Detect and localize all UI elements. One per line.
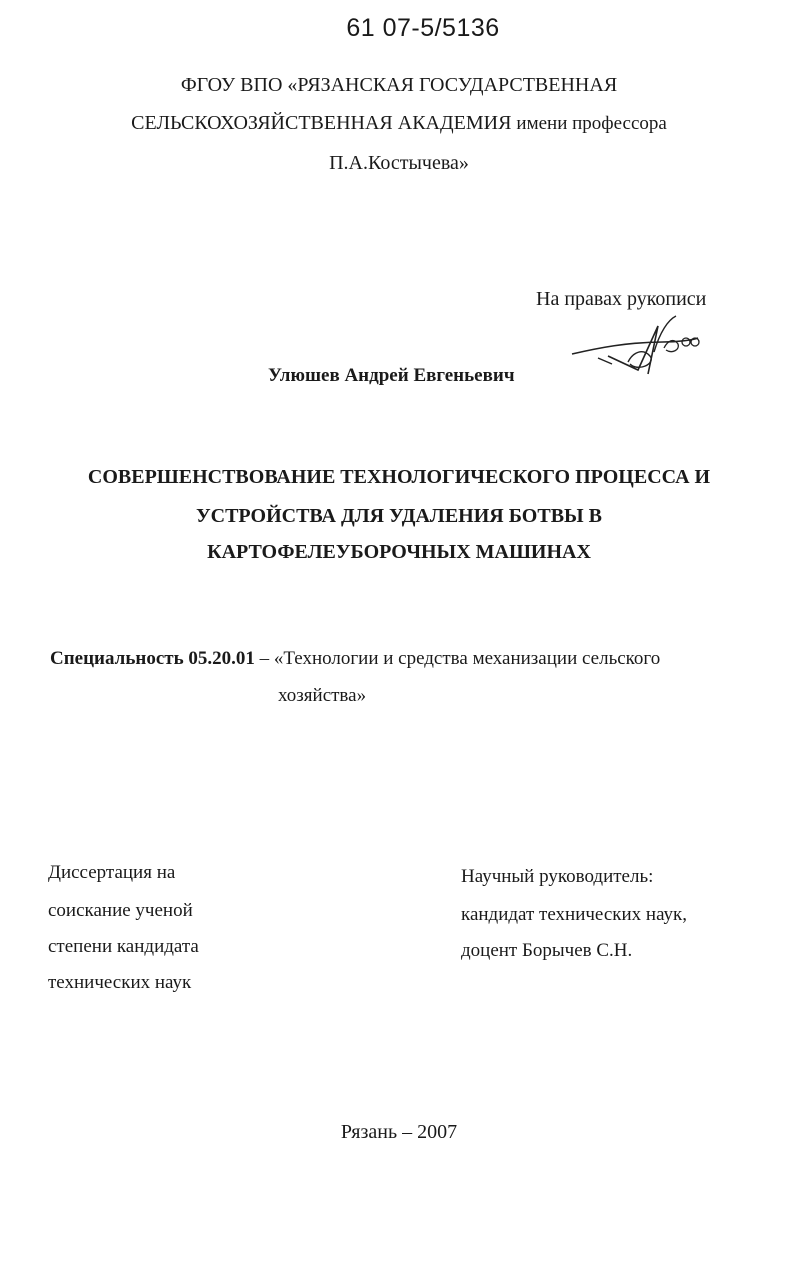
degree-line: соискание ученой (48, 900, 193, 921)
institution-line-1: ФГОУ ВПО «РЯЗАНСКАЯ ГОСУДАРСТВЕННАЯ (180, 74, 618, 96)
title-line: КАРТОФЕЛЕУБОРОЧНЫХ МАШИНАХ (207, 541, 591, 563)
degree-line: технических наук (48, 972, 192, 993)
title-line: УСТРОЙСТВА ДЛЯ УДАЛЕНИЯ БОТВЫ В (195, 505, 603, 527)
rights-note: На правах рукописи (536, 288, 707, 310)
specialty-text: «Технологии и средства механизации сельского (273, 648, 661, 669)
signature-icon (568, 312, 703, 387)
institution-line-2-caps: СЕЛЬСКОХОЗЯЙСТВЕННАЯ АКАДЕМИЯ (131, 112, 512, 134)
supervisor-line: кандидат технических наук, (461, 904, 688, 925)
institution-line-3: П.А.Костычева» (329, 152, 469, 174)
specialty-label: Специальность 05.20.01 (50, 648, 255, 669)
degree-line: Диссертация на (48, 862, 176, 883)
author-name: Улюшев Андрей Евгеньевич (268, 365, 515, 386)
institution-line-2 (0, 112, 798, 135)
supervisor-line: доцент Борычев С.Н. (461, 940, 633, 961)
specialty-line-2: хозяйства» (278, 685, 367, 706)
title-line: СОВЕРШЕНСТВОВАНИЕ ТЕХНОЛОГИЧЕСКОГО ПРОЦЕССА И (87, 466, 711, 488)
specialty-dash: – (254, 648, 274, 669)
institution-line-2-rest: имени профессора (516, 113, 667, 134)
specialty-line-1 (50, 648, 660, 670)
supervisor-line: Научный руководитель: (461, 866, 654, 887)
document-id: 61 07-5/5136 (346, 14, 500, 42)
degree-line: степени кандидата (48, 936, 199, 957)
place-year: Рязань – 2007 (340, 1121, 458, 1143)
